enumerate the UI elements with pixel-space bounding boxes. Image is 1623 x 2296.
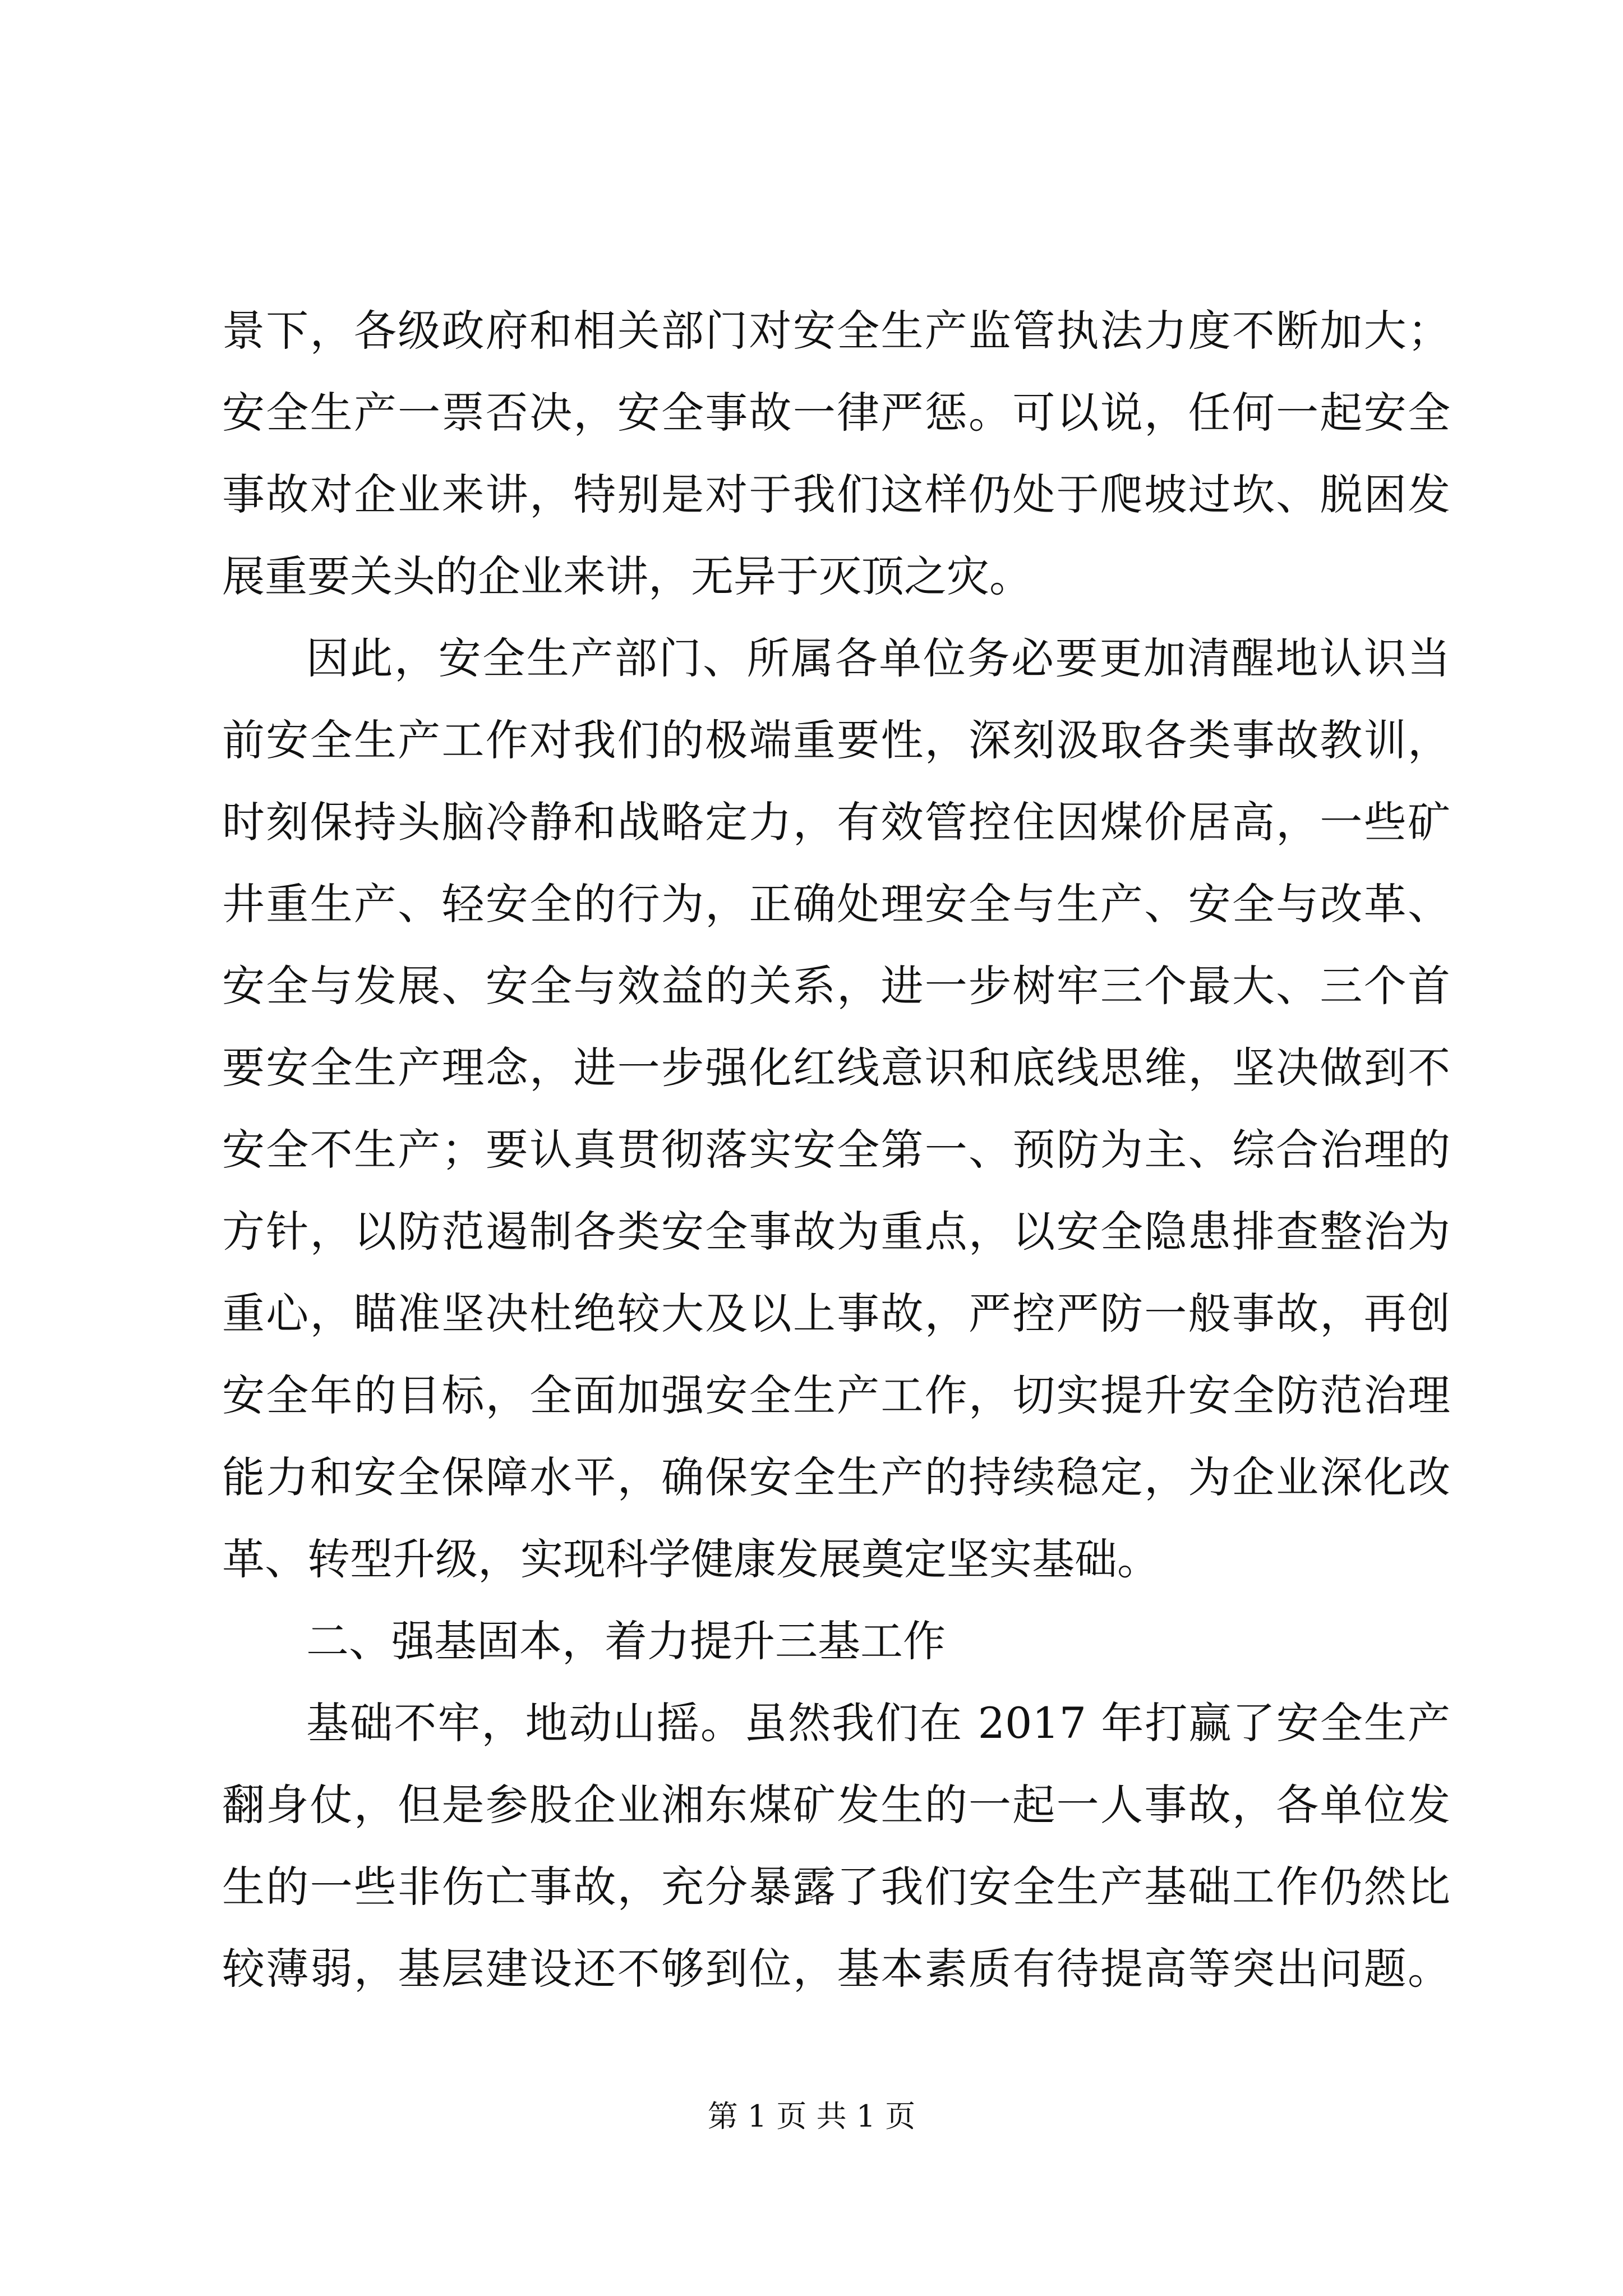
body-line-6: 前安全生产工作对我们的极端重要性，深刻汲取各类事故教训， [222,715,1450,765]
body-line-4: 展重要关头的企业来讲，无异于灭顶之灾。 [222,551,1032,601]
body-line-19: 翻身仗，但是参股企业湘东煤矿发生的一起一人事故，各单位发 [222,1780,1450,1830]
body-line-13: 重心，瞄准坚决杜绝较大及以上事故，严控严防一般事故，再创 [222,1289,1450,1338]
body-line-8: 井重生产、轻安全的行为，正确处理安全与生产、安全与改革、 [222,879,1450,929]
body-line-1: 景下，各级政府和相关部门对安全生产监管执法力度不断加大； [222,306,1450,356]
body-line-10: 要安全生产理念，进一步强化红线意识和底线思维，坚决做到不 [222,1043,1450,1093]
section-heading: 二、强基固本，着力提升三基工作 [306,1616,946,1666]
body-line-12: 方针，以防范遏制各类安全事故为重点，以安全隐患排查整治为 [222,1207,1450,1257]
body-line-18: 基础不牢，地动山摇。虽然我们在 2017 年打赢了安全生产 [306,1698,1450,1748]
body-line-15: 能力和安全保障水平，确保安全生产的持续稳定，为企业深化改 [222,1452,1450,1502]
body-line-16: 革、转型升级，实现科学健康发展奠定坚实基础。 [222,1534,1160,1584]
body-line-9: 安全与发展、安全与效益的关系，进一步树牢三个最大、三个首 [222,961,1450,1011]
body-line-5: 因此，安全生产部门、所属各单位务必要更加清醒地认识当 [306,633,1450,683]
body-line-14: 安全年的目标，全面加强安全生产工作，切实提升安全防范治理 [222,1370,1450,1420]
body-line-20: 生的一些非伤亡事故，充分暴露了我们安全生产基础工作仍然比 [222,1862,1450,1912]
body-line-21: 较薄弱，基层建设还不够到位，基本素质有待提高等突出问题。 [222,1944,1450,1994]
body-line-3: 事故对企业来讲，特别是对于我们这样仍处于爬坡过坎、脱困发 [222,470,1450,519]
body-line-7: 时刻保持头脑冷静和战略定力，有效管控住因煤价居高，一些矿 [222,797,1450,847]
body-line-2: 安全生产一票否决，安全事故一律严惩。可以说，任何一起安全 [222,388,1450,438]
page-number-footer: 第 1 页 共 1 页 [707,2099,916,2134]
body-line-11: 安全不生产；要认真贯彻落实安全第一、预防为主、综合治理的 [222,1125,1450,1175]
